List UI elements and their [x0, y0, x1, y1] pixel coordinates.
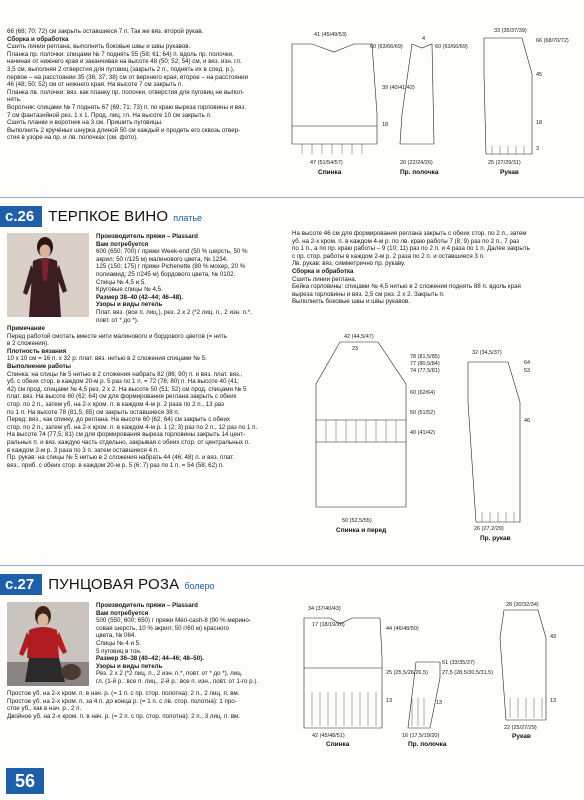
s26-left-line: стор. по 2 п., затем уб. на 2-х кром. п. в каждом 4-м р. 1 (2; 3) раз по 2 п., 12 раз по 1 п.	[7, 423, 258, 431]
section26-name: ТЕРПКОЕ ВИНО	[48, 207, 169, 225]
s26-body-label: Спинка и перед	[336, 527, 387, 534]
s26-intro-line: Круговые спицы № 4,5.	[96, 286, 163, 294]
s26-left-line: Плотность вязания	[7, 347, 67, 355]
s26-right-line: Лв. рукав: вяз. симметрично пр. рукаву.	[292, 260, 406, 268]
section26-schematic	[296, 332, 584, 542]
s26-sleeve-label: Пр. рукав	[480, 535, 511, 542]
section26-body-right	[292, 230, 578, 306]
s27-front-h3: 13	[436, 700, 443, 706]
s26-intro-line: 600 (650; 700) г пряжи Week-end (50 % шерсть, 50 %	[96, 248, 248, 256]
s26-body-r2: 77 (80,5/84)	[410, 361, 440, 367]
prev-line: Сшить планки и воротник на 3 см. Пришить пуговицы.	[7, 119, 163, 127]
s26-body-h2: 50 (51/52)	[410, 410, 436, 416]
s26-body-r3: 74 (77,5/81)	[410, 368, 440, 374]
section27-sub: болеро	[184, 580, 215, 591]
s26-intro-line: Производитель пряжи – Plassard	[96, 233, 198, 240]
s27-sleeve-h2: 13	[550, 698, 557, 704]
section27-intro	[96, 602, 292, 686]
prev-line: начиная от нижнего края и заканчивая на высоте 48 (50; 52; 54) см, и вяз. изн. гл.	[7, 58, 242, 66]
s26-left-line: плат. вяз. На высоте 60 (62; 64) см для формирования реглана закрыть с обеих	[7, 393, 237, 401]
prev-front-shoulder: 60 (63/66/69)	[435, 44, 468, 50]
section27-name: ПУНЦОВАЯ РОЗА	[48, 575, 180, 593]
section26-photo	[7, 233, 89, 317]
s27-intro-line: Вам потребуется	[96, 609, 149, 617]
prev-front-shape	[400, 44, 434, 144]
s27-body-line: Двойное уб. на 2-х кром. п. в нач. р. (= 2 п. с пр. стор. полотна): 2 п., 3 лиц. п. вм.	[7, 712, 240, 720]
prev-sleeve-mid: 45	[536, 72, 543, 78]
s26-right-line: уб. на 2-х кром. п. в каждом 4-м р. по лв. краю работы 7 (8; 9) раз по 2 п., 7 раз	[292, 237, 520, 245]
s26-body-h1: 60 (62/64)	[410, 390, 436, 396]
prev-line: 3,5 см, выполняя 2 отверстия для пуговиц (закрыть 2 п., поднять их в след. р.),	[7, 65, 235, 73]
s27-back-neck: 17 (18/19/20)	[312, 622, 345, 628]
s27-intro-line: 5 пуговиц в тон.	[96, 647, 142, 655]
s26-left-line: в каждом 2-м р. 3 раза по 3 п. затем оставшиеся 4 п.	[7, 446, 159, 454]
prev-line: нять.	[7, 96, 22, 104]
s26-right-line: На высоте 46 см для формирования реглана закрыть с обеих стор. по 2 п., затем	[292, 230, 527, 237]
prev-section-text	[7, 28, 289, 142]
s27-front-h2: 27,5 (28,5/30,5/31,5)	[442, 670, 494, 676]
s26-intro-line: Вам потребуется	[96, 240, 149, 248]
s27-sleeve-label: Рукав	[512, 733, 531, 740]
prev-sleeve-bottom: 25 (27/29/31)	[488, 160, 521, 166]
prev-line: Сборка и обработка	[7, 35, 69, 43]
section26-body-left	[7, 325, 289, 469]
section26-intro	[96, 233, 286, 324]
s27-body-line: Простое уб. на 2-х кром. п. за 4 п. до конца р. (= 1 п. с лв. стор. полотна): 1 про-	[7, 697, 237, 705]
s26-right-line: Сборка и обработка	[292, 267, 354, 275]
divider-1	[0, 197, 584, 198]
prev-sleeve-low: 18	[536, 120, 543, 126]
s26-body-shape	[316, 342, 406, 507]
s26-intro-line: Спицы № 4,5 и 5.	[96, 278, 146, 286]
prev-sleeve-label: Рукав	[500, 169, 519, 176]
prev-front-label: Пр. полочка	[400, 169, 439, 176]
prev-front-top: 4	[422, 36, 426, 42]
s27-intro-line: Рез. 2 х 2 (*2 лиц. п., 2 изн. п.*, повт. от * до *), лиц.	[96, 670, 243, 678]
s26-right-line: по 1 п., а по пр. краю работы – 9 (10; 11) раз по 2 п. и 4 раза по 1 п. Далее закрыть	[292, 245, 530, 253]
s27-back-label: Спинка	[326, 741, 350, 748]
section27-number: с.27	[0, 574, 42, 595]
s27-sleeve-top: 28 (30/32/34)	[506, 602, 539, 608]
s26-intro-line: 125 (150; 175) г пряжи Pichenette (80 % мохер, 20 %	[96, 263, 246, 271]
s26-left-line: ральных п. и вяз. каждую часть отдельно, закрывая с обеих стор. от центральных п.	[7, 438, 250, 446]
s26-right-line: с пр. стор. работы в каждом 2-м р. 2 раза по 2 п. и оставшиеся 3 п.	[292, 252, 485, 260]
prev-line: Выполнить 2 кручёных шнурка длиной 50 см каждый и продеть его сквозь отвер-	[7, 126, 241, 134]
s26-left-line: стор. по 2 п., затем уб. на 2-х кром. п. в каждом 4-м р. 2 раза по 2 п., 13 раз	[7, 400, 224, 408]
prev-line: стия в узоре на пр. и лв. полочках (см. фото).	[7, 134, 138, 142]
s26-sleeve-h: 46	[524, 418, 531, 424]
prev-back-armhole: 39 (40/41/42)	[382, 85, 415, 91]
s26-right-line: Бейка горловины: спицами № 4,5 нитью в 2 сложения поднять 88 п. вдоль края	[292, 283, 521, 291]
s26-left-line: 42) см прод. спицами № 4,5 рез. 2 х 2. На высоте 50 (51; 52) см прод. спицами № 5	[7, 385, 247, 393]
s26-left-line: по 1 п. На высоте 78 (81,5; 85) см закрыть оставшиеся 38 п.	[7, 408, 180, 416]
prev-back-side: 18	[382, 122, 389, 128]
s27-intro-line: Производитель пряжи – Plassard	[96, 602, 198, 609]
s27-back-h2: 25 (25,5/26/26,5)	[386, 670, 428, 676]
s26-body-bottom: 50 (52,5/55)	[342, 518, 372, 524]
s26-intro-line: повт. от * до *).	[96, 316, 139, 324]
prev-line: Воротник: спицами № 7 поднять 67 (69; 71; 73) п. по краю выреза горловины и вяз.	[7, 103, 247, 111]
section26-number: с.26	[0, 206, 42, 227]
prev-back-top: 41 (45/49/53)	[314, 32, 347, 38]
s27-back-shape	[304, 618, 382, 728]
section27-body	[7, 690, 289, 720]
s26-left-line: вяз., приб. с обеих стор. в каждом 20-м р. 5 (6; 7) раз по 1 п. = 54 (58; 62) п.	[7, 461, 224, 469]
s26-sleeve-r2: 53	[524, 368, 531, 374]
s26-left-line: Перед работой смотать вместе нити малинового и бордового цветов (= нить	[7, 332, 227, 340]
s27-back-bottom: 42 (45/48/51)	[312, 733, 345, 739]
s26-left-line: Перед: вяз., как спинку, до реглана. На высоте 60 (62; 64) см закрыть с обеих	[7, 416, 230, 424]
page-number: 56	[6, 768, 44, 794]
prev-sleeve-height: 66 (68/70/72)	[536, 38, 569, 44]
prev-schematic	[282, 14, 582, 186]
s26-body-r1: 78 (81,5/85)	[410, 354, 440, 360]
s27-intro-line: цвета, № 064.	[96, 632, 137, 640]
prev-line: первое – на расстоянии 35 (36; 37; 38) см от верхнего края, второе – на расстоянии	[7, 73, 249, 81]
s27-intro-line: Размер 36–38 (40–42; 44–46; 48–50).	[96, 655, 204, 663]
s27-sleeve-h1: 43	[550, 634, 557, 640]
s26-intro-line: полиамид; 25 г/245 м) бордового цвета, № 0102.	[96, 270, 236, 278]
s27-sleeve-shape	[500, 610, 546, 720]
s26-right-line: Сшить линии реглана.	[292, 275, 357, 283]
section26-sub: платье	[173, 212, 203, 223]
prev-line: 7 см фантазийной рез. 1 х 1. Прод. лиц. гл. На высоте 10 см закрыть п.	[7, 111, 212, 119]
s27-front-bottom: 16 (17,5/19/20)	[402, 733, 440, 739]
s27-body-line: стое уб., как в нач. р., 2 п.	[7, 705, 82, 713]
s26-left-line: Выполнение работы	[7, 362, 71, 370]
s27-intro-line: Спицы № 4 и 5.	[96, 639, 141, 647]
s27-front-h1: 51 (33/35/37)	[442, 660, 475, 666]
section27-header	[0, 574, 215, 594]
s26-sleeve-top: 32 (34,5/37)	[472, 350, 502, 356]
s27-body-line: Простое уб. на 2-х кром. п. в нач. р. (= 1 п. с пр. стор. полотна): 2 п., 2 лиц. п. вм.	[7, 690, 240, 697]
section27-schematic	[290, 598, 584, 748]
s26-body-top: 42 (44,5/47)	[344, 334, 374, 340]
s27-sleeve-bottom: 22 (25/27/29)	[504, 725, 537, 731]
s26-left-line: в 2 сложения).	[7, 340, 49, 348]
s26-right-line: выреза горловины и вяз. 2,5 см рез. 2 х 2. Закрыть п.	[292, 290, 445, 298]
s26-sleeve-bottom: 26 (27,2/29)	[474, 526, 504, 532]
s26-right-line: Выполнить боковые швы и швы рукавов.	[292, 298, 411, 306]
prev-back-shoulder: 60 (63/66/69)	[370, 44, 403, 50]
s26-intro-line: Плат. вяз. (все п. лиц.), рез. 2 х 2 (*2 лиц. п., 2 изн. п.*,	[96, 308, 252, 316]
s26-left-line: На высоте 74 (77,5; 81) см для формирования выреза горловины закрыть 14 цент-	[7, 431, 246, 439]
s26-intro-line: Размер 38–40 (42–44; 46–48).	[96, 293, 183, 301]
prev-sleeve-shape	[484, 38, 532, 154]
s26-intro-line: Узоры и виды петель	[96, 301, 163, 309]
s27-back-h1: 44 (46/48/50)	[386, 626, 419, 632]
s27-back-h3: 13	[386, 698, 393, 704]
s26-left-line: Пр. рукав: на спицы № 5 нитью в 2 сложения набрать 44 (46; 48) п. и вяз. плат.	[7, 454, 235, 462]
prev-line: Планка пр. полочки: спицами № 7 поднять 55 (58; 61; 64) п. вдоль пр. полочки,	[7, 50, 234, 58]
prev-line: Сшить линии реглана, выполнить боковые швы и швы рукавов.	[7, 43, 191, 51]
prev-back-label: Спинка	[318, 169, 342, 176]
s26-sleeve-shape	[468, 362, 520, 522]
section26-header	[0, 206, 202, 226]
s26-sleeve-r1: 64	[524, 360, 531, 366]
section27-photo	[7, 602, 89, 686]
s26-body-neck: 23	[352, 346, 359, 352]
prev-sleeve-cuff: 3	[536, 146, 540, 152]
s27-intro-line: совая шерсть, 10 % акрил; 50 г/60 м) красного	[96, 624, 230, 632]
s26-left-line: 10 х 10 см = 16 п. х 32 р. плат. вяз. нитью в 2 сложения спицами № 5.	[7, 355, 207, 363]
s27-intro-line: гл. (1-й р.: все п. лиц., 2-й р.: все п. изн., повт. от 1-го р.).	[96, 677, 259, 685]
s26-body-h3: 40 (41/42)	[410, 430, 436, 436]
s27-intro-line: Узоры и виды петель	[96, 662, 163, 670]
prev-back-shape	[292, 44, 377, 144]
prev-sleeve-top: 33 (35/37/39)	[494, 28, 527, 34]
prev-line: Планка лв. полочки: вяз. как планку пр. полочки, отверстия для пуговиц не выпол-	[7, 88, 245, 96]
s26-left-line: Спинка: на спицы № 5 нитью в 2 сложения набрать 82 (86; 90) п. и вяз. плат. вяз.,	[7, 370, 243, 378]
s26-left-line: Примечание	[7, 325, 45, 332]
s27-back-top: 34 (37/40/43)	[308, 606, 341, 612]
prev-front-bottom: 20 (22/24/26)	[400, 160, 433, 166]
s27-intro-line: 500 (550; 600; 650) г пряжи Méri-cash-8 (90 % мерино-	[96, 617, 251, 625]
s27-front-label: Пр. полочка	[408, 741, 447, 748]
prev-back-bottom: 47 (51/54/57)	[310, 160, 343, 166]
s26-intro-line: акрил; 50 г/125 м) малинового цвета, № 1234.	[96, 255, 228, 263]
prev-line: 66 (68; 70; 72) см закрыть оставшиеся 7 п. Так же вяз. второй рукав.	[7, 28, 204, 35]
s26-left-line: уб. с обеих стор. в каждом 20-м р. 5 раз по 1 п. = 72 (76; 80) п. На высоте 40 (41;	[7, 378, 239, 386]
divider-2	[0, 565, 584, 566]
prev-line: 46 (48; 50; 52) см от нижнего края. На высоте 7 см закрыть п.	[7, 81, 184, 89]
